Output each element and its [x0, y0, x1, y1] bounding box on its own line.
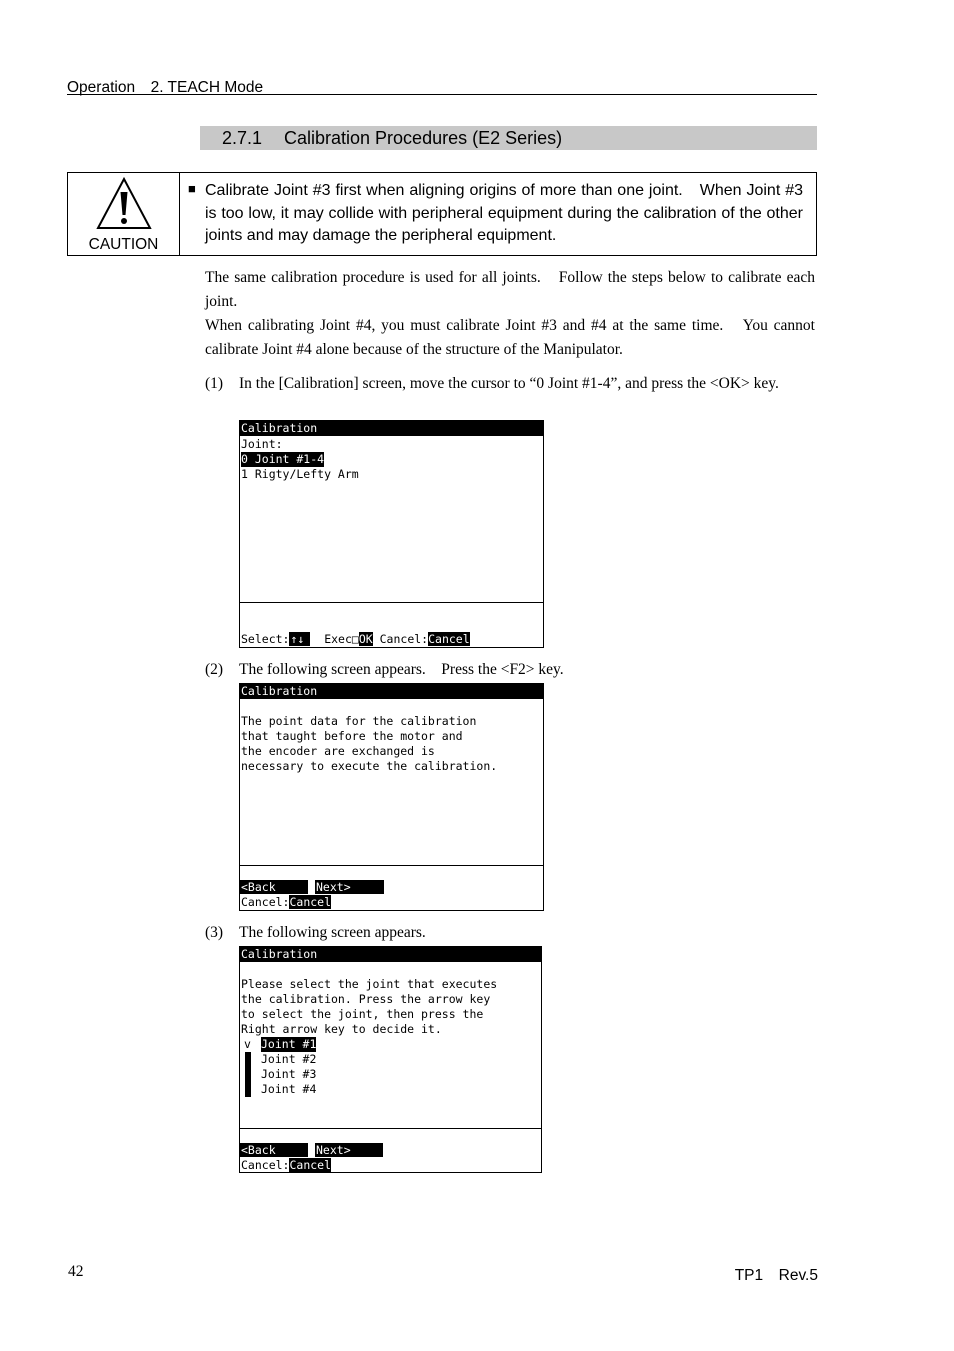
message-line: necessary to execute the calibration. — [241, 759, 498, 773]
step-number-1: (1) — [205, 375, 224, 392]
document-revision: TP1 Rev.5 — [734, 1267, 818, 1284]
caution-box — [67, 172, 817, 256]
screen-divider — [240, 865, 543, 866]
screen-divider — [240, 1128, 541, 1129]
caution-label: CAUTION — [88, 236, 159, 253]
message-line: the encoder are exchanged is — [241, 744, 435, 758]
cancel-label: Cancel: — [379, 632, 429, 646]
back-key[interactable]: <Back — [240, 880, 308, 894]
intro-paragraph-2: When calibrating Joint #4, you must calibrate Joint #3 and #4 at the same time. You cannot calibrate Joint #4 alone because of the structure of the Manipulator. — [205, 317, 815, 358]
calibration-screen-1 — [239, 420, 544, 648]
menu-item-joint-1-4[interactable]: 0 Joint #1-4 — [241, 452, 325, 466]
cancel-row — [241, 895, 331, 910]
cancel-key[interactable]: Cancel — [428, 632, 470, 646]
checkmark-icon: v — [244, 1037, 251, 1051]
screen-divider — [240, 602, 543, 603]
exec-separator: □ — [351, 632, 359, 646]
exec-label: Exec — [324, 632, 352, 646]
cancel-label: Cancel: — [241, 895, 290, 909]
header-text: Operation 2. TEACH Mode — [67, 79, 264, 96]
step-number-3: (3) — [205, 924, 224, 941]
message-line: the calibration. Press the arrow key — [241, 992, 491, 1006]
bullet-icon: ■ — [188, 181, 196, 196]
page-number: 42 — [68, 1263, 84, 1280]
step-text-1: In the [Calibration] screen, move the cursor to “0 Joint #1-4”, and press the <OK> key. — [239, 375, 779, 392]
cancel-label: Cancel: — [241, 1158, 290, 1172]
message-line: Please select the joint that executes — [241, 977, 498, 991]
message-line: The point data for the calibration — [241, 714, 477, 728]
calibration-screen-3 — [239, 946, 542, 1173]
menu-item-righty-lefty[interactable]: 1 Rigty/Lefty Arm — [241, 467, 359, 481]
section-number: 2.7.1 — [222, 128, 263, 148]
caution-text: Calibrate Joint #3 first when aligning origins of more than one joint. When Joint #3 is too low, it may collide with peripheral equipment during the calibration of the other joints and may damage the peripheral equipment. — [205, 182, 803, 244]
back-key[interactable]: <Back — [240, 1143, 308, 1157]
ok-key[interactable]: OK — [358, 632, 373, 646]
screen-title: Calibration — [240, 684, 543, 699]
step-number-2: (2) — [205, 661, 224, 678]
screen-title: Calibration — [240, 947, 541, 962]
cancel-key[interactable]: Cancel — [289, 895, 332, 909]
cancel-row — [241, 1158, 331, 1173]
joint-option-1[interactable]: Joint #1 — [261, 1037, 317, 1051]
message-line: that taught before the motor and — [241, 729, 463, 743]
next-key[interactable]: Next> — [315, 880, 384, 894]
calibration-screen-2 — [239, 683, 544, 911]
section-heading — [200, 126, 817, 150]
step-text-3: The following screen appears. — [239, 924, 426, 941]
cancel-key[interactable]: Cancel — [289, 1158, 332, 1172]
joint-option-4[interactable]: Joint #4 — [261, 1082, 317, 1096]
select-arrow-keys[interactable]: ↑↓ — [289, 632, 310, 646]
step-text-2: The following screen appears. Press the <F2> key. — [239, 661, 564, 678]
joint-label: Joint: — [241, 437, 283, 451]
message-line: Right arrow key to decide it. — [241, 1022, 442, 1036]
warning-triangle-icon — [96, 177, 152, 233]
joint-option-2[interactable]: Joint #2 — [261, 1052, 317, 1066]
message-line: to select the joint, then press the — [241, 1007, 484, 1021]
intro-paragraph-1: The same calibration procedure is used for all joints. Follow the steps below to calibrate each joint. — [205, 269, 815, 310]
caution-icon-cell — [68, 173, 180, 255]
next-key[interactable]: Next> — [315, 1143, 383, 1157]
page-header — [67, 75, 817, 95]
joint-option-3[interactable]: Joint #3 — [261, 1067, 317, 1081]
screen-title: Calibration — [240, 421, 543, 436]
section-title: Calibration Procedures (E2 Series) — [284, 128, 563, 148]
select-label: Select: — [241, 632, 290, 646]
screen-footer-keys — [241, 632, 470, 647]
